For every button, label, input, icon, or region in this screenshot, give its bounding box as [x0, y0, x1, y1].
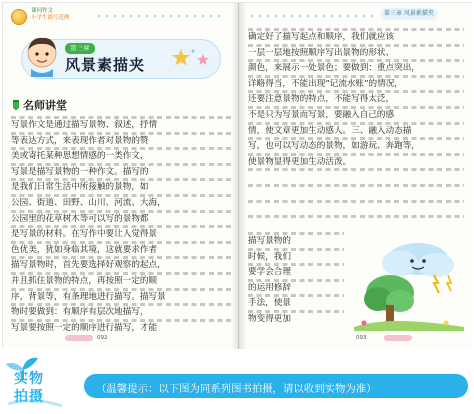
- text-line: 描写景物时，首先要选择好观察的起点，: [11, 255, 233, 271]
- text-line: 等表达方式，来表现作者对景物的赞: [11, 131, 233, 147]
- text-line: 物时要做到：有顺序有层次地描写，: [11, 302, 233, 318]
- text-line: [248, 214, 464, 230]
- boy-avatar-icon: [23, 33, 61, 77]
- book-spread-photo: [2, 2, 472, 348]
- left-body-text: [11, 115, 233, 333]
- left-page-number: 092: [97, 335, 108, 341]
- unit-badge: 第三章: [65, 43, 95, 54]
- text-line: [248, 199, 464, 215]
- text-line: 手法，使景: [248, 293, 344, 309]
- page-number-decoration: [384, 335, 412, 341]
- text-line: 时候，我们: [248, 247, 344, 263]
- text-line: 是我们日常生活中所接触的景物，如: [11, 177, 233, 193]
- header-dots-decoration: [95, 13, 225, 19]
- text-line: 不是只为写景而写景，要融入自己的感: [248, 105, 464, 121]
- text-line: 写景作文是通过描写景物、叙述，抒情: [11, 115, 233, 131]
- notice-text: （温馨提示：以下图为同系列图书拍摄，请以收到实物为准）: [96, 383, 377, 395]
- unit-title: 风景素描夹: [65, 56, 146, 74]
- star-decoration-icon: [171, 47, 215, 71]
- text-line: 详略得当，不能出现“记流水账”的情况，: [248, 74, 464, 90]
- text-line: 还要注意景物的特点，不能写得太泛，: [248, 89, 464, 105]
- right-page-number: 093: [356, 335, 367, 341]
- text-line: 使景物显得更加生动活泼。: [248, 152, 464, 168]
- cloud-tree-illustration: [348, 235, 468, 331]
- pencil-bullet-icon: [11, 99, 21, 111]
- right-body-text: [248, 27, 464, 230]
- text-line: 确定好了描写起点和顺序，我们就应该: [248, 27, 464, 43]
- section-title: 名师讲堂: [23, 99, 67, 112]
- text-line: 写景是描写景物的一种作文。描写的: [11, 162, 233, 178]
- text-line: 颜色，来展示一处景色；要做到：重点突出，: [248, 58, 464, 74]
- text-line: 的运用修辞: [248, 278, 344, 294]
- text-line: 写景要按照一定的顺序进行描写，才能: [11, 318, 233, 334]
- series-name: 课同作文: [31, 8, 54, 14]
- text-line: 色优美，犹如身临其境，这就要求作者: [11, 240, 233, 256]
- text-line: 是写景的材料。在写作中要让人觉得景: [11, 224, 233, 240]
- text-line: [248, 183, 464, 199]
- text-line: 一层一层地按照顺序写出景物的形状、: [248, 43, 464, 59]
- text-line: 公园、街道、田野、山川、河流、大海，: [11, 193, 233, 209]
- running-head: 第三章 风景素描夹: [380, 8, 438, 20]
- text-line: 并且抓住景物的特点，再按照一定的顺: [11, 271, 233, 287]
- series-subtitle: 小学生描写范例: [31, 15, 70, 21]
- page-number-decoration: [65, 335, 93, 341]
- text-line: 序，背景等，有条理地进行描写。描写景: [11, 287, 233, 303]
- text-line: 描写景物的: [248, 231, 344, 247]
- real-photo-mark-line2: 拍摄: [14, 389, 44, 405]
- text-line: 写，也可以写动态的景物，如游玩、奔跑等，: [248, 136, 464, 152]
- header-dots-decoration: [248, 13, 376, 19]
- text-line: 要学会合理: [248, 262, 344, 278]
- left-page: [3, 3, 239, 349]
- text-line: 物变得更加: [248, 309, 344, 325]
- text-line: [248, 167, 464, 183]
- real-photo-mark-line1: 实物: [14, 371, 44, 387]
- text-line: 情，使文章更加生动感人。三、融入动态描: [248, 121, 464, 137]
- text-line: 公园里的花草树木等可以写的景物都: [11, 209, 233, 225]
- right-page: [240, 3, 473, 349]
- text-line: 美或寄托某种思想情感的一类作文，: [11, 146, 233, 162]
- sun-logo-icon: [11, 9, 27, 25]
- right-side-text: [248, 231, 344, 325]
- book-gutter-shadow: [231, 3, 247, 349]
